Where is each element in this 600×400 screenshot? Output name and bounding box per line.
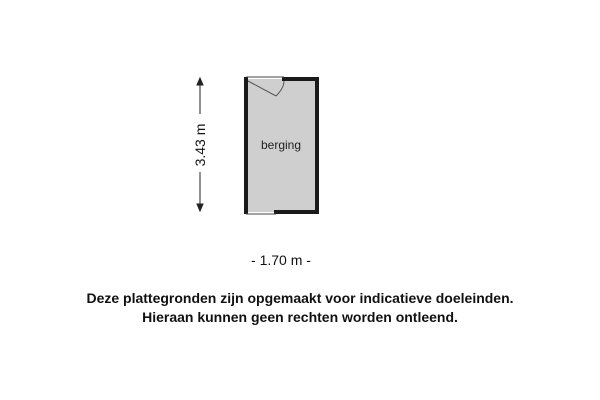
height-dimension-label: 3.43 m bbox=[192, 123, 208, 167]
width-dimension-label: - 1.70 m - bbox=[251, 252, 311, 268]
disclaimer-line-1: Deze plattegronden zijn opgemaakt voor indicatieve doeleinden. bbox=[86, 290, 514, 306]
disclaimer-line-2: Hieraan kunnen geen rechten worden ontleend. bbox=[142, 309, 458, 325]
height-arrow-up bbox=[197, 78, 203, 85]
height-arrow-down bbox=[197, 204, 203, 211]
room-label: berging bbox=[260, 138, 302, 152]
